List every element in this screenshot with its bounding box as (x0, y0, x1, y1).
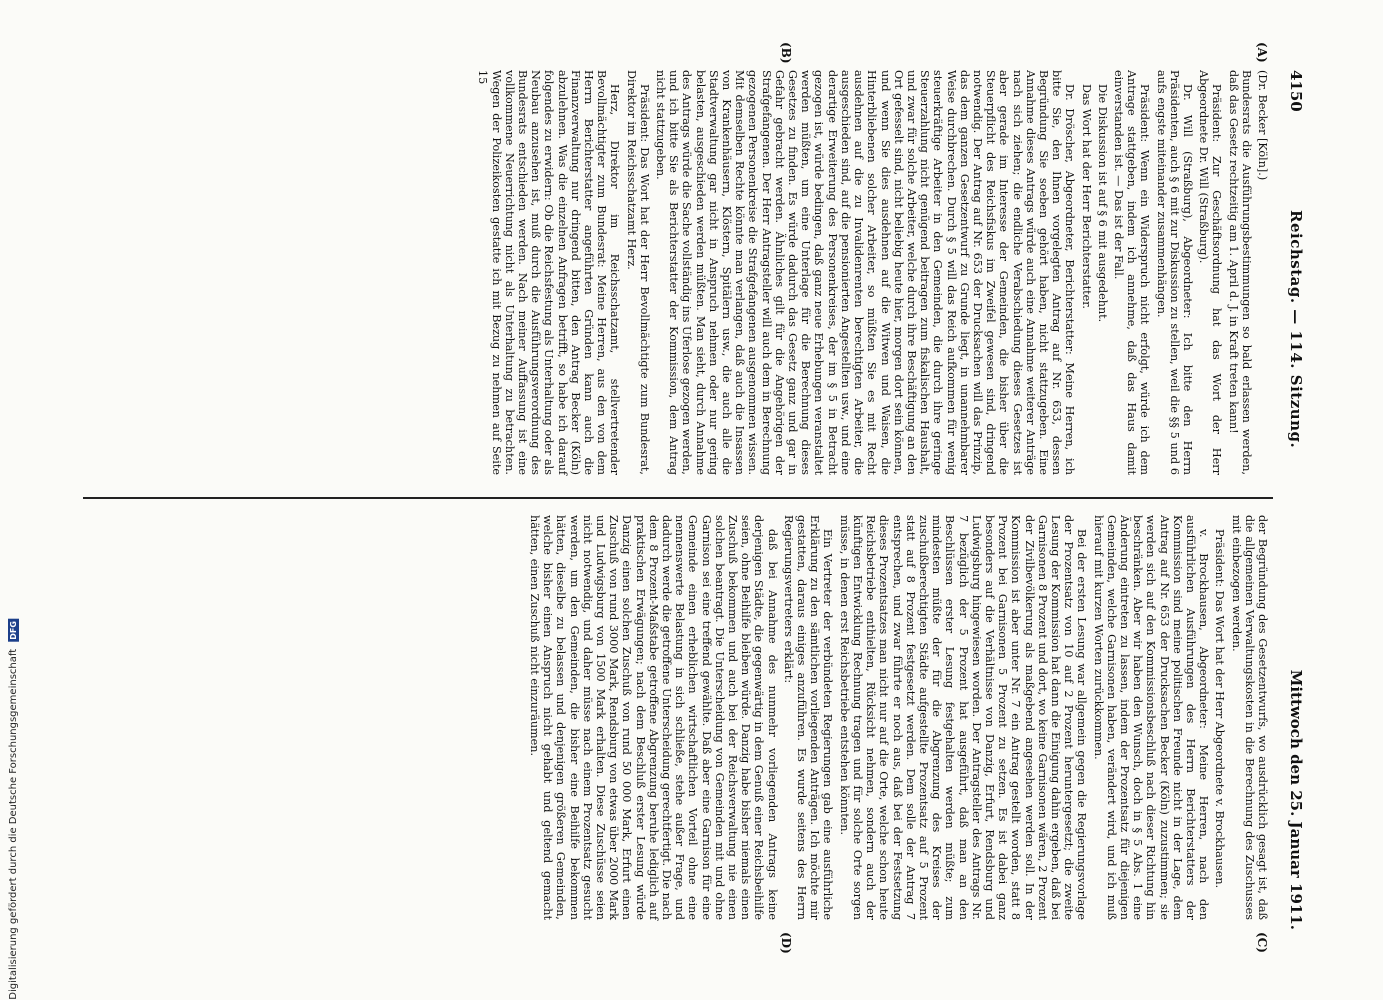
paragraph: Ein Vertreter der verbündeten Regierungen gab eine ausführliche Erklärung zu den sämtlichen vorliegenden Anträgen. Ich möchte mir gestatten, daraus einiges anzuführen. Es wurde seitens des Herrn Regierungsvertreters erklärt: (781, 515, 835, 920)
right-column (525, 515, 1269, 920)
paragraph: Bei der ersten Lesung war allgemein gegen die Regierungsvorlage der Prozentsatz von 10 auf 2 Prozent heruntergesetzt; die zweite Lesung der Kommission hat dann die Einigung dahin ergeben, daß bei Garnisonen 8 Prozent und dort, wo keine Garnisonen wären, 2 Prozent der Zivilbevölkerung als maßgebend angesehen werden soll. In der Kommission ist aber unter Nr. 7 ein Antrag gestellt worden, statt 8 Prozent bei Garnisonen 5 Prozent zu setzen. Es ist dabei ganz besonders auf die Verhältnisse von Danzig, Erfurt, Rendsburg und Ludwigsburg hingewiesen worden. Der Antragsteller des Antrags Nr. 7 bezüglich der 5 Prozent hat ausgeführt, daß man an den Beschlüssen erster Lesung festgehalten werden müßte; zum mindesten müßte der für die Abgrenzung des Kreises der zuschußberechtigten Städte aufgestellte Prozentsatz auf 5 Prozent statt auf 8 Prozent festgesetzt werden. Dem solle der Antrag 7 entsprechen, und zwar führte er noch aus, daß bei der Festsetzung dieses Prozentsatzes man nicht nur auf die Orte, welche schon heute Reichsbetriebe enthielten, Rücksicht nehmen, sondern auch der künftigen Entwicklung Rechnung tragen und für solche Orte sorgen müsse, in denen erst Reichsbetriebe entstehen könnten. (837, 515, 1089, 920)
paragraph: Präsident: Das Wort hat der Herr Abgeordnete v. Brockhausen. (1213, 529, 1227, 889)
left-column (473, 70, 1269, 475)
margin-marker-d: (D) (779, 932, 793, 954)
session-title: Reichstag. — 114. Sitzung. (1287, 210, 1305, 449)
paragraph: Dr. Will (Straßburg), Abgeordneter: Ich bitte den Herrn Präsidenten, auch § 6 mit zur Diskussion zu stellen, weil die §§ 5 und 6 aufs engste miteinander zusammenhängen. (1154, 70, 1194, 475)
paragraph: (Dr. Becker [Köln].) (1256, 70, 1269, 181)
page-header (1279, 70, 1313, 930)
paragraph: Bundesrats die Ausführungsbestimmungen so bald erlassen werden, daß das Gesetz rechtzeitig am 1. April d. J. in Kraft treten kann! (1226, 70, 1253, 475)
paragraph: Das Wort hat der Herr Berichterstatter. (1079, 84, 1093, 309)
document-content (63, 42, 1313, 954)
page-number: 4150 (1287, 70, 1305, 112)
dfg-logo: DFG (8, 621, 18, 640)
margin-marker-c: (C) (1255, 932, 1269, 953)
margin-marker-a: (A) (1255, 42, 1269, 63)
paragraph: Die Diskussion ist auf § 6 mit ausgedehnt. (1095, 84, 1109, 323)
paragraph: der Begründung des Gesetzentwurfs, wo ausdrücklich gesagt ist, daß die allgemeinen Verwaltungskosten in die Berechnung des Zuschusses mit einbezogen werden. (1229, 515, 1269, 920)
column-divider (83, 497, 1273, 499)
paragraph: Dr. Dröscher, Abgeordneter, Berichterstatter: Meine Herren, ich bitte Sie, den Ihnen vorgelegten Antrag auf Nr. 653, dessen Begründung Sie soeben gehört haben, nicht stattzugeben. Eine Annahme dieses Antrags würde auch eine Annahme weiterer Anträge nach sich ziehen; die endliche Verabschiedung dieses Gesetzes ist aber gerade im Interesse der Gemeinden, die bisher über die Steuerpflicht des Reichsfiskus im Zweifel gewesen sind, dringend notwendig. Der Antrag auf Nr. 653 der Drucksachen will das Prinzip, das dem ganzen Gesetzentwurf zu Grunde liegt, in unannehmbarer Weise durchbrechen. Durch § 5 will das Reich aufkommen für wenig steuerkräftige Arbeiter in den Gemeinden, die durch ihre geringe Steuerzahlung nicht genügend beitragen zum fiskalischen Haushalt, und zwar für solche Arbeiter, welche durch ihre Beschäftigung an den Ort gefesselt sind, nicht beliebig heute hier, morgen dort sein können, und wenn Sie dies ausdehnen auf die Witwen und Waisen, die Hinterbliebenen solcher Arbeiter, so müßten Sie es mit Recht ausdehnen auf die zu Invalidenrenten berechtigten Arbeiter, die ausgeschieden sind, auf die pensionierten Angestellten usw., und eine derartige Erweiterung des Personenkreises, der im § 5 in Betracht gezogen ist, würde bedingen, daß ganz neue Erhebungen veranstaltet werden müßten, um eine Unterlage für die Berechnung dieses Gesetzes zu finden. Es würde dadurch das Gesetz ganz und gar in Gefahr gebracht werden. Ähnliches gilt für die Angehörigen der Strafgefangenen. Der Herr Antragsteller will auch dem in Berechnung gezogenen Personenkreise die Strafgefangenen ausgenommen wissen. Mit demselben Rechte könnte man verlangen, daß auch die Insassen von Krankenhäusern, Klöstern, Spitälern usw., die auch alle die Stadtverwaltung gar nicht in Anspruch nehmen oder nur gering belasten, ausgeschieden werden müßten. Man sieht, durch Annahme des Antrags würde die Sache vollständig ins Uferlose gezogen werden, und ich bitte Sie als Berichterstatter der Kommission, dem Antrag nicht stattzugeben. (654, 70, 1077, 475)
paragraph: Präsident: Zur Geschäftsordnung hat das Wort der Herr Abgeordnete Dr. Will (Straßburg). (1197, 70, 1224, 475)
margin-marker-b: (B) (779, 42, 793, 64)
credit-text: Digitalisierung gefördert durch die Deutsche Forschungsgemeinschaft (7, 649, 19, 1000)
paragraph: v. Brockhausen, Abgeordneter: Meine Herren, nach den ausführlichen Ausführungen des Herrn Berichterstatters der Kommission sind meine politischen Freunde nicht in der Lage, dem Antrag auf Nr. 653 der Drucksachen Becker (Köln) zuzustimmen; sie werden sich auf den Kommissionsbeschluß nach dieser Richtung hin beschränken. Aber wir haben den Wunsch, doch in § 5 Abs. 1 eine Änderung eintreten zu lassen, indem der Prozentsatz für diejenigen Gemeinden, welche Garnisonen haben, verändert wird, und ich muß hierauf mit kurzen Worten zurückkommen. (1091, 515, 1211, 920)
session-date: Mittwoch den 25. Januar 1911. (1287, 669, 1305, 930)
paragraph: Herz, Direktor im Reichsschatzamt, stellvertretender Bevollmächtigter zum Bundesrat: Meine Herren, aus den von dem Herrn Berichterstatter angeführten Gründen kann auch die Finanzverwaltung nur dringend bitten, den Antrag Becker (Köln) abzulehnen. Was die einzelnen Anfragen betrifft, so habe ich darauf folgendes zu erwidern: Ob die Reichsfestung als Unterhaltung oder als Neubau anzusehen ist, muß durch die Ausführungsverordnung des Bundesrats entschieden werden. Nach meiner Auffassung ist eine vollkommene Neuerrichtung nicht als Unterhaltung zu betrachten. Wegen der Polizeikosten gestatte ich mit Bezug zu nehmen auf Seite 15 (476, 70, 622, 475)
paragraph: daß bei Annahme des nunmehr vorliegenden Antrags keine derjenigen Städte, die gegenwärtig in dem Genuß einer Reichsbeihilfe seien, ohne Beihilfe bleiben würde. Danzig habe bisher niemals einen Zuschuß bekommen und auch bei der Reichsverwaltung nie einen solchen beantragt. Die Unterscheidung von Gemeinden mit und ohne Garnison sei eine treffend gewählte. Daß aber eine Garnison für eine Gemeinde einen erheblichen wirtschaftlichen Vorteil ohne eine nennenswerte Belastung in sich schließe, stehe außer Frage, und dadurch werde die getroffene Unterscheidung gerechtfertigt. Die nach dem 8 Prozent-Maßstabe getroffene Abgrenzung beruhe lediglich auf praktischen Erwägungen; nach dem Beschluß erster Lesung würde Danzig einen solchen Zuschuß von rund 50 000 Mark, Erfurt einen Zuschuß von rund 3000 Mark, Rendsburg von etwas über 2000 Mark und Ludwigsburg von 1500 Mark erhalten. Diese Zuschüsse seien nicht notwendig, und daher müsse nach einem Prozentsatz gesucht werden, um den Gemeinden, die bisher eine Beihilfe bekommen hätten, dieselbe zu belassen und denjenigen größeren Gemeinden, welche bisher einen Anspruch nicht gehabt und geltend gemacht hätten, einen Zuschuß nicht einzuräumen. (528, 515, 779, 920)
paragraph: Präsident: Das Wort hat der Herr Bevollmächtigte zum Bundesrat, Direktor im Reichsschatzamt Herz. (624, 70, 651, 475)
paragraph: Präsident: Wenn ein Widerspruch nicht erfolgt, würde ich dem Antrage stattgeben, indem ich annehme, daß das Haus damit einverstanden ist. — Das ist der Fall. (1111, 70, 1152, 475)
